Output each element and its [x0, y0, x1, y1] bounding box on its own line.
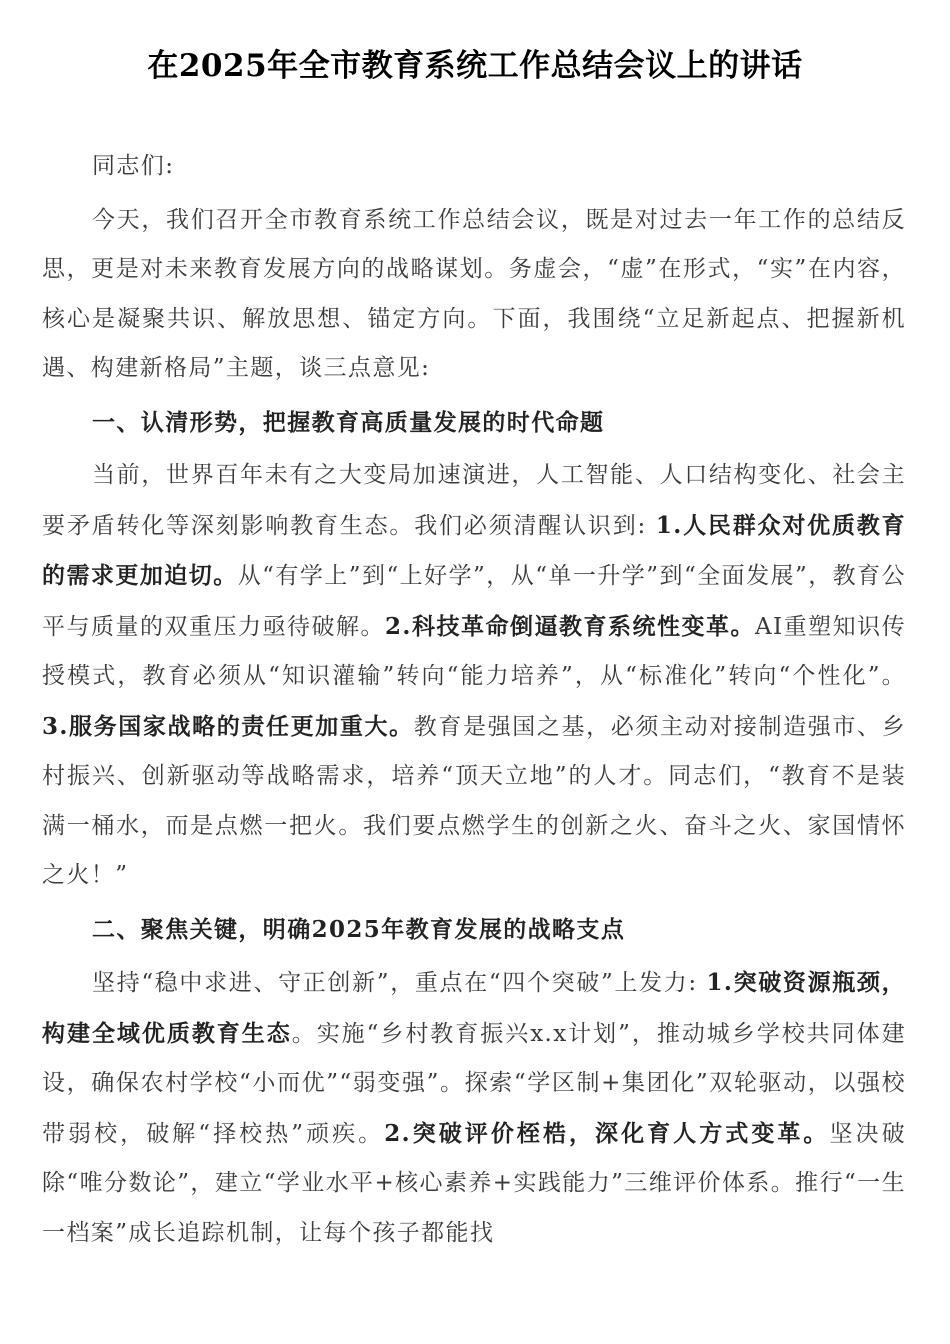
section-1-point-1: 1.人民群众对优质教育的需求更加迫切。 — [42, 511, 906, 589]
section-1-point-3: 3.服务国家战略的责任更加重大。 — [42, 712, 414, 740]
section-1-text-c: AI重塑知识传授模式，教育必须从“知识灌输”转向“能力培养”，从“标准化”转向“个性化”。 — [42, 613, 906, 689]
section-1-text-d: 教育是强国之基，必须主动对接制造强市、乡村振兴、创新驱动等战略需求，培养“顶天立地”的人才。同志们，“教育不是装满一桶水，而是点燃一把火。我们要点燃学生的创新之火、奋斗之火、家国情怀之火！” — [42, 713, 907, 888]
document-title: 在2025年全市教育系统工作总结会议上的讲话 — [147, 48, 803, 84]
section-1-point-2: 2.科技革命倒逼教育系统性变革。 — [385, 612, 755, 640]
section-2-heading: 二、聚焦关键，明确2025年教育发展的战略支点 — [92, 915, 626, 943]
section-1-text-a: 当前，世界百年未有之大变局加速演进，人工智能、人口结构变化、社会主要矛盾转化等深刻影响教育生态。我们必须清醒认识到: — [42, 462, 906, 539]
document-body — [42, 142, 906, 1258]
section-1-heading: 一、认清形势，把握教育高质量发展的时代命题 — [92, 408, 605, 436]
section-2-point-2: 2.突破评价桎梏，深化育人方式变革。 — [384, 1119, 830, 1147]
section-2-text-a: 坚持“稳中求进、守正创新”，重点在“四个突破”上发力: — [92, 970, 707, 996]
section-2-point-1: 1.突破资源瓶颈，构建全域优质教育生态 — [42, 969, 906, 1047]
greeting: 同志们: — [92, 153, 175, 179]
section-2-text-c: 坚决破除“唯分数论”，建立“学业水平+核心素养+实践能力”三维评价体系。推行“一生一档案”成长追踪机制，让每个孩子都能找 — [42, 1120, 906, 1246]
section-2-text-b: 。实施“乡村教育振兴x.x计划”，推动城乡学校共同体建设，确保农村学校“小而优”“弱变强”。探索“学区制+集团化”双轮驱动，以强校带弱校，破解“择校热”顽疾。 — [42, 1020, 906, 1147]
intro-paragraph: 今天，我们召开全市教育系统工作总结会议，既是对过去一年工作的总结反思，更是对未来教育发展方向的战略谋划。务虚会，“虚”在形式，“实”在内容，核心是凝聚共识、解放思想、锚定方向。下面，我围绕“立足新起点、把握新机遇、构建新格局”主题，谈三点意见: — [42, 206, 906, 381]
section-2-paragraph — [42, 958, 906, 1258]
section-1-text-b: 从“有学上”到“上好学”，从“单一升学”到“全面发展”，教育公平与质量的双重压力亟待破解。 — [42, 563, 907, 640]
section-1-paragraph — [42, 451, 906, 901]
